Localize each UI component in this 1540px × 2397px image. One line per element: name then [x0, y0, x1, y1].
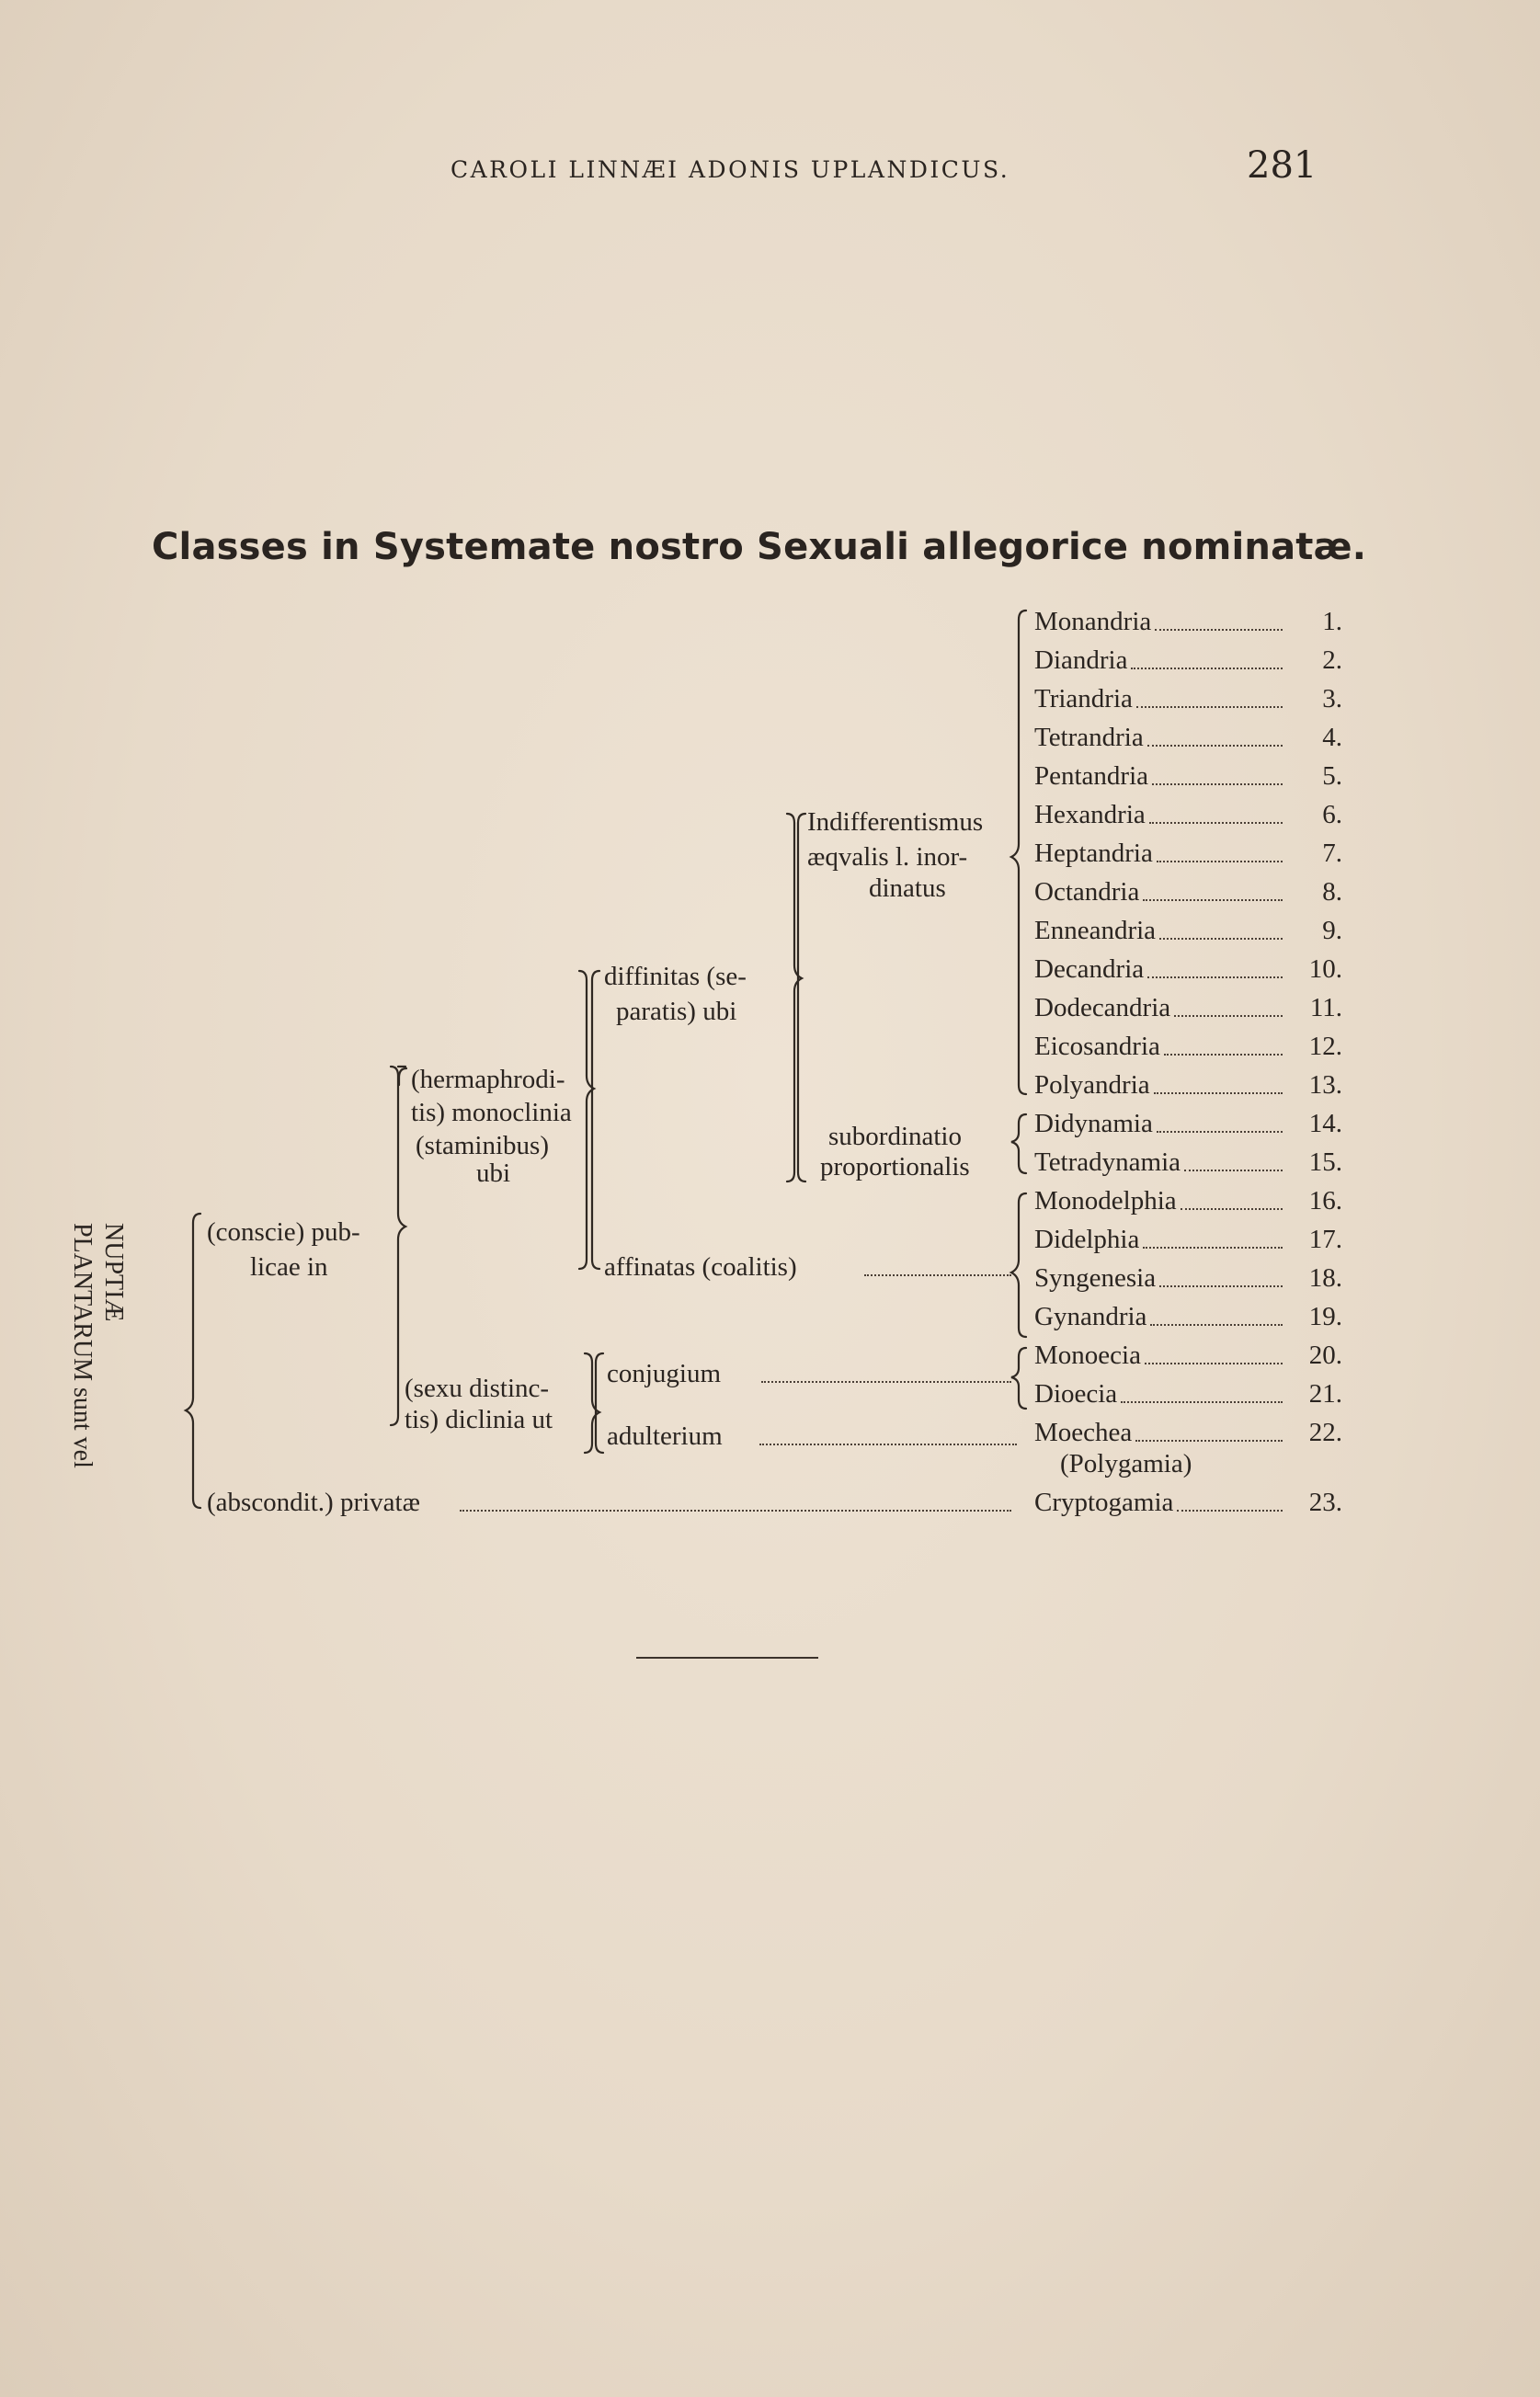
class-name: Gynandria [1034, 1302, 1147, 1331]
class-name: Heptandria [1034, 839, 1153, 868]
class-leader [1121, 1401, 1283, 1403]
root-label-line1: NUPTIÆ [99, 1223, 128, 1322]
node-sexu-line1: (sexu distinc- [405, 1374, 550, 1403]
node-subordinatio-line1: subordinatio [828, 1122, 962, 1151]
class-number: 12. [1308, 1032, 1342, 1061]
class-leader [1136, 706, 1283, 708]
class-number: 6. [1322, 800, 1342, 829]
class-leader [1181, 1208, 1283, 1210]
class-name: Cryptogamia [1034, 1488, 1174, 1517]
class-leader [1143, 1247, 1283, 1249]
node-hermaphroditis-line3: (staminibus) [416, 1131, 549, 1160]
class-name: Monoecia [1034, 1341, 1141, 1370]
node-publicae-line2: licae in [250, 1252, 328, 1282]
class-name: Didelphia [1034, 1225, 1140, 1254]
node-diffinitas-line2: paratis) ubi [616, 997, 737, 1026]
class-leader [1147, 745, 1283, 747]
node-indifferentismus-line3: dinatus [869, 873, 946, 903]
class-number: 8. [1322, 877, 1342, 907]
class-number: 13. [1308, 1070, 1342, 1100]
class-leader [1157, 1131, 1283, 1133]
class-number: 22. [1308, 1418, 1342, 1447]
class-leader [1135, 1440, 1283, 1442]
class-leader [1145, 1363, 1283, 1364]
root-label-line2: PLANTARUM sunt vel [68, 1223, 97, 1468]
node-hermaphroditis-line1: (hermaphrodi- [411, 1065, 565, 1094]
class-leader [1184, 1170, 1283, 1171]
class-name: Tetrandria [1034, 723, 1144, 752]
class-number: 16. [1308, 1186, 1342, 1216]
running-title: CAROLI LINNÆI ADONIS UPLANDICUS. [451, 156, 1010, 183]
class-number: 17. [1308, 1225, 1342, 1254]
class-leader [1164, 1054, 1283, 1056]
class-number: 2. [1322, 645, 1342, 675]
class-name: Decandria [1034, 954, 1145, 984]
node-privatae: (abscondit.) privatæ [207, 1488, 420, 1517]
class-name: Polyandria [1034, 1070, 1150, 1100]
leader-affinitas [864, 1274, 1011, 1276]
class-name: Monodelphia [1034, 1186, 1177, 1216]
class-number: 4. [1322, 723, 1342, 752]
node-indifferentismus-line2: æqvalis l. inor- [807, 842, 968, 872]
class-name: Dioecia [1034, 1379, 1118, 1409]
class-leader [1149, 822, 1283, 824]
node-affinitas: affinatas (coalitis) [604, 1252, 797, 1282]
class-name: Hexandria [1034, 800, 1146, 829]
node-publicae-line1: (conscie) pub- [207, 1217, 360, 1247]
node-indifferentismus-line1: Indifferentismus [807, 807, 984, 837]
node-conjugium: conjugium [607, 1359, 722, 1388]
class-number: 11. [1309, 993, 1342, 1022]
class-number: 23. [1308, 1488, 1342, 1517]
class-name: Pentandria [1034, 761, 1149, 791]
class-name: Triandria [1034, 684, 1133, 713]
node-polygamia: (Polygamia) [1060, 1449, 1192, 1478]
class-number: 1. [1322, 607, 1342, 636]
leader-conjugium [761, 1381, 1011, 1383]
class-name: Diandria [1034, 645, 1128, 675]
class-number: 21. [1308, 1379, 1342, 1409]
class-number: 3. [1322, 684, 1342, 713]
class-number: 5. [1322, 761, 1342, 791]
class-leader [1131, 668, 1283, 669]
class-name: Eicosandria [1034, 1032, 1160, 1061]
class-leader [1177, 1510, 1283, 1512]
class-name: Syngenesia [1034, 1263, 1157, 1293]
class-number: 20. [1308, 1341, 1342, 1370]
leader-privatae [460, 1510, 1011, 1512]
class-number: 15. [1308, 1147, 1342, 1177]
class-number: 18. [1308, 1263, 1342, 1293]
node-hermaphroditis-line2: tis) monoclinia [411, 1098, 572, 1127]
class-number: 10. [1308, 954, 1342, 984]
class-name: Monandria [1034, 607, 1152, 636]
class-number: 9. [1322, 916, 1342, 945]
node-sexu-line2: tis) diclinia ut [405, 1405, 553, 1434]
page-number: 281 [1247, 144, 1318, 187]
class-number: 7. [1322, 839, 1342, 868]
leader-adulterium [759, 1444, 1017, 1445]
class-name: Enneandria [1034, 916, 1157, 945]
class-leader [1157, 861, 1283, 862]
closing-rule [636, 1657, 818, 1659]
node-diffinitas-line1: diffinitas (se- [604, 962, 747, 991]
class-leader [1150, 1324, 1283, 1326]
class-leader [1159, 938, 1283, 940]
class-name: Moechea [1034, 1418, 1133, 1447]
node-hermaphroditis-line4: ubi [476, 1159, 511, 1188]
node-adulterium: adulterium [607, 1421, 723, 1451]
class-number: 19. [1308, 1302, 1342, 1331]
class-leader [1174, 1015, 1283, 1017]
class-name: Octandria [1034, 877, 1140, 907]
class-leader [1143, 899, 1283, 901]
class-number: 14. [1308, 1109, 1342, 1138]
class-leader [1152, 783, 1283, 785]
class-leader [1154, 1092, 1283, 1094]
page-title: Classes in Systemate nostro Sexuali allegorice nominatæ. [152, 526, 1367, 568]
class-leader [1147, 976, 1283, 978]
class-name: Didynamia [1034, 1109, 1153, 1138]
class-name: Dodecandria [1034, 993, 1171, 1022]
class-leader [1159, 1285, 1283, 1287]
node-subordinatio-line2: proportionalis [820, 1152, 970, 1181]
class-leader [1155, 629, 1283, 631]
class-name: Tetradynamia [1034, 1147, 1181, 1177]
